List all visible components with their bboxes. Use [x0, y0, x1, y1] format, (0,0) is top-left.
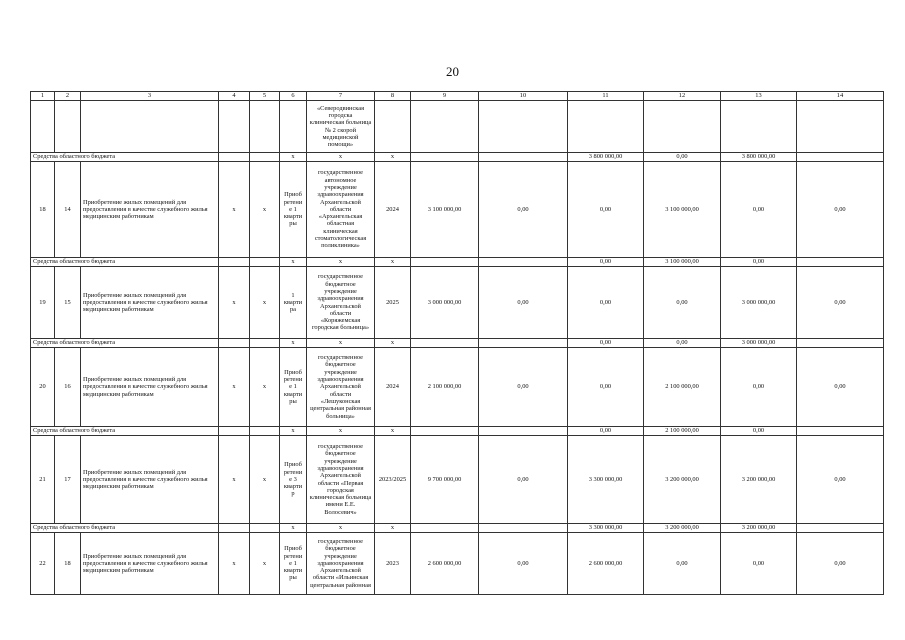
cell-c12: 2 100 000,00 — [644, 348, 721, 427]
cell-c5: х — [250, 436, 280, 524]
cell-c13: 0,00 — [721, 348, 797, 427]
cell-c8: х — [375, 427, 411, 436]
cell-c6: 1 кварти ра — [280, 267, 307, 339]
cell-c3: Приобретение жилых помещений для предоставления в качестве служебного жилья медицинским работникам — [81, 267, 219, 339]
cell-c13: 0,00 — [721, 162, 797, 258]
cell-c14: 0,00 — [797, 436, 884, 524]
cell-c8: х — [375, 153, 411, 162]
cell-c11: 3 800 000,00 — [568, 153, 644, 162]
cell-c13: 3 800 000,00 — [721, 153, 797, 162]
cell-c13: 3 200 000,00 — [721, 524, 797, 533]
column-header: 14 — [797, 92, 884, 101]
cell-c6: Приоб ретени е 3 кварти р — [280, 436, 307, 524]
cell-c9: 3 000 000,00 — [411, 267, 479, 339]
cell-c12: 2 100 000,00 — [644, 427, 721, 436]
column-header: 9 — [411, 92, 479, 101]
cell-c10: 0,00 — [479, 348, 568, 427]
cell-c11: 0,00 — [568, 258, 644, 267]
cell-c1: 19 — [31, 267, 55, 339]
fund-source-label: Средства областного бюджета — [31, 339, 219, 348]
cell-c2: 15 — [55, 267, 81, 339]
column-number-row — [31, 92, 884, 101]
cell-c10: 0,00 — [479, 162, 568, 258]
column-header: 4 — [219, 92, 250, 101]
column-header: 5 — [250, 92, 280, 101]
cell-c13: 0,00 — [721, 258, 797, 267]
cell-c6: Приоб ретени е 1 кварти ры — [280, 162, 307, 258]
budget-table — [30, 91, 884, 595]
institution-name: «Северодвинская городска клиническая больница № 2 скорой медицинской помощи» — [307, 101, 375, 153]
cell-c1: 22 — [31, 533, 55, 595]
cell-c11: 0,00 — [568, 339, 644, 348]
cell-c8: х — [375, 258, 411, 267]
table-row — [31, 348, 884, 427]
cell-c8: 2024 — [375, 162, 411, 258]
column-header: 10 — [479, 92, 568, 101]
column-header: 6 — [280, 92, 307, 101]
cell-c9: 2 100 000,00 — [411, 348, 479, 427]
cell-c11: 0,00 — [568, 427, 644, 436]
table-row — [31, 162, 884, 258]
cell-c3: Приобретение жилых помещений для предоставления в качестве служебного жилья медицинским работникам — [81, 348, 219, 427]
cell-c14: 0,00 — [797, 267, 884, 339]
cell-c7: государственное автономное учреждение здравоохранения Архангельской области «Архангельская областная клиническая стоматологическая поликлиника» — [307, 162, 375, 258]
table-row — [31, 436, 884, 524]
cell-c4: х — [219, 436, 250, 524]
cell-c8: 2023/2025 — [375, 436, 411, 524]
cell-c8: 2024 — [375, 348, 411, 427]
cell-c7: государственное бюджетное учреждение здравоохранения Архангельской области «Лешуконская центральная районная больница» — [307, 348, 375, 427]
fund-source-label: Средства областного бюджета — [31, 153, 219, 162]
table-row — [31, 267, 884, 339]
cell-c7: х — [307, 427, 375, 436]
cell-c2: 17 — [55, 436, 81, 524]
cell-c13: 3 000 000,00 — [721, 267, 797, 339]
cell-c2: 14 — [55, 162, 81, 258]
cell-c9: 3 100 000,00 — [411, 162, 479, 258]
cell-c12: 3 100 000,00 — [644, 162, 721, 258]
cell-c2: 18 — [55, 533, 81, 595]
table-row — [31, 533, 884, 595]
cell-c9: 9 700 000,00 — [411, 436, 479, 524]
cell-c4: х — [219, 533, 250, 595]
cell-c12: 3 100 000,00 — [644, 258, 721, 267]
cell-c7: государственное бюджетное учреждение здравоохранения Архангельской области «Ильинская центральная районная — [307, 533, 375, 595]
cell-c5: х — [250, 348, 280, 427]
cell-c13: 0,00 — [721, 427, 797, 436]
cell-c12: 0,00 — [644, 533, 721, 595]
cell-c14: 0,00 — [797, 348, 884, 427]
cell-c4: х — [219, 348, 250, 427]
cell-c8: 2025 — [375, 267, 411, 339]
cell-c7: государственное бюджетное учреждение здравоохранения Архангельской области «Коряжемская городская больница» — [307, 267, 375, 339]
cell-c11: 3 300 000,00 — [568, 524, 644, 533]
cell-c5: х — [250, 533, 280, 595]
cell-c7: х — [307, 339, 375, 348]
cell-c10: 0,00 — [479, 267, 568, 339]
fund-source-row — [31, 339, 884, 348]
cell-c8: х — [375, 524, 411, 533]
cell-c11: 0,00 — [568, 267, 644, 339]
cell-c14: 0,00 — [797, 533, 884, 595]
cell-c2: 16 — [55, 348, 81, 427]
cell-c6: х — [280, 258, 307, 267]
cell-c12: 0,00 — [644, 339, 721, 348]
cell-c10: 0,00 — [479, 436, 568, 524]
cell-c14: 0,00 — [797, 162, 884, 258]
cell-c11: 3 300 000,00 — [568, 436, 644, 524]
cell-c3: Приобретение жилых помещений для предоставления в качестве служебного жилья медицинским работникам — [81, 436, 219, 524]
column-header: 13 — [721, 92, 797, 101]
cell-c6: х — [280, 153, 307, 162]
cell-c13: 0,00 — [721, 533, 797, 595]
cell-c6: х — [280, 524, 307, 533]
cell-c12: 3 200 000,00 — [644, 524, 721, 533]
continuation-row — [31, 101, 884, 153]
cell-c4: х — [219, 162, 250, 258]
cell-c3: Приобретение жилых помещений для предоставления в качестве служебного жилья медицинским работникам — [81, 533, 219, 595]
fund-source-row — [31, 427, 884, 436]
cell-c12: 0,00 — [644, 267, 721, 339]
cell-c7: х — [307, 153, 375, 162]
cell-c6: Приоб ретени е 1 кварти ры — [280, 533, 307, 595]
fund-source-label: Средства областного бюджета — [31, 258, 219, 267]
cell-c11: 0,00 — [568, 348, 644, 427]
fund-source-label: Средства областного бюджета — [31, 524, 219, 533]
fund-source-label: Средства областного бюджета — [31, 427, 219, 436]
cell-c7: х — [307, 524, 375, 533]
fund-source-row — [31, 153, 884, 162]
cell-c8: 2023 — [375, 533, 411, 595]
cell-c11: 0,00 — [568, 162, 644, 258]
cell-c6: Приоб ретени е 1 кварти ры — [280, 348, 307, 427]
cell-c5: х — [250, 267, 280, 339]
page-number: 20 — [446, 64, 459, 79]
cell-c1: 18 — [31, 162, 55, 258]
column-header: 1 — [31, 92, 55, 101]
cell-c7: х — [307, 258, 375, 267]
cell-c1: 20 — [31, 348, 55, 427]
cell-c6: х — [280, 339, 307, 348]
column-header: 11 — [568, 92, 644, 101]
cell-c1: 21 — [31, 436, 55, 524]
column-header: 7 — [307, 92, 375, 101]
cell-c8: х — [375, 339, 411, 348]
cell-c11: 2 600 000,00 — [568, 533, 644, 595]
cell-c3: Приобретение жилых помещений для предоставления в качестве служебного жилья медицинским работникам — [81, 162, 219, 258]
column-header: 2 — [55, 92, 81, 101]
cell-c6: х — [280, 427, 307, 436]
cell-c5: х — [250, 162, 280, 258]
cell-c13: 3 200 000,00 — [721, 436, 797, 524]
cell-c4: х — [219, 267, 250, 339]
cell-c7: государственное бюджетное учреждение здравоохранения Архангельской области «Первая городская клиническая больница имени Е.Е. Волосевич» — [307, 436, 375, 524]
cell-c10: 0,00 — [479, 533, 568, 595]
cell-c12: 0,00 — [644, 153, 721, 162]
cell-c13: 3 000 000,00 — [721, 339, 797, 348]
column-header: 8 — [375, 92, 411, 101]
column-header: 3 — [81, 92, 219, 101]
fund-source-row — [31, 524, 884, 533]
cell-c9: 2 600 000,00 — [411, 533, 479, 595]
column-header: 12 — [644, 92, 721, 101]
fund-source-row — [31, 258, 884, 267]
cell-c12: 3 200 000,00 — [644, 436, 721, 524]
